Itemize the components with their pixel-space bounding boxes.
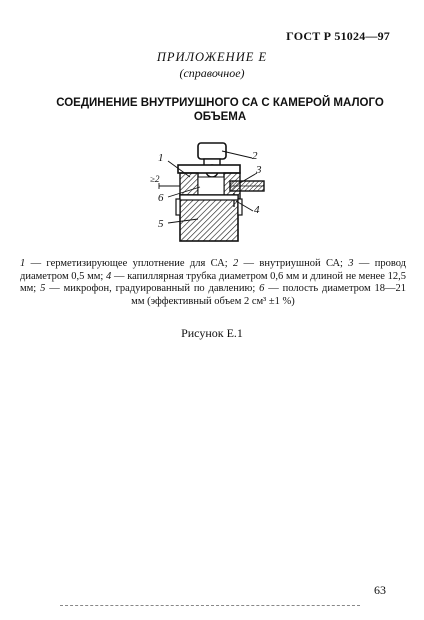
section-heading-line-2: ОБЪЕМА	[193, 111, 247, 123]
label-dimension: ≥2	[150, 174, 160, 184]
page-number: 63	[374, 583, 386, 597]
section-heading	[40, 96, 400, 124]
figure-label: Рисунок Е.1	[181, 326, 243, 340]
caption-text-6: — полость диаметром 18—21 мм (эффективный объем 2 см³ ±1 %)	[131, 283, 407, 307]
label-3: 3	[256, 164, 262, 176]
caption-text-1: — герметизирующее уплотнение для СА;	[25, 258, 233, 269]
caption-text-2: — внутриушной СА;	[238, 258, 349, 269]
housing-top	[178, 165, 240, 173]
footer-rule	[60, 605, 360, 606]
caption-num-1: 1	[20, 258, 26, 269]
caption-num-6: 6	[259, 283, 265, 294]
standard-number: ГОСТ Р 51024—97	[286, 29, 390, 43]
label-2: 2	[252, 150, 258, 162]
figure-caption	[20, 258, 406, 308]
label-5: 5	[158, 218, 164, 230]
caption-text-3: — провод диаметром 0,5 мм;	[20, 258, 406, 282]
section-heading-line-1: СОЕДИНЕНИЕ ВНУТРИУШНОГО СА С КАМЕРОЙ МАЛОГО	[56, 97, 384, 109]
microphone	[176, 195, 242, 241]
cavity	[198, 177, 224, 195]
capillary-tube	[230, 181, 264, 191]
caption-text-4: — капиллярная трубка диаметром 0,6 мм и длиной не менее 12,5 мм;	[20, 270, 407, 294]
caption-text-5: — микрофон, градуированный по давлению;	[45, 283, 260, 294]
coupler-diagram	[150, 141, 280, 247]
appendix-title: ПРИЛОЖЕНИЕ Е	[156, 50, 268, 64]
caption-num-3: 3	[348, 258, 354, 269]
caption-num-4: 4	[106, 270, 112, 282]
label-1: 1	[158, 152, 164, 164]
appendix-block	[0, 50, 424, 81]
label-6: 6	[158, 192, 164, 204]
appendix-note: (справочное)	[179, 66, 245, 80]
caption-num-2: 2	[232, 258, 239, 269]
label-4: 4	[254, 204, 260, 216]
caption-num-5: 5	[40, 283, 46, 294]
